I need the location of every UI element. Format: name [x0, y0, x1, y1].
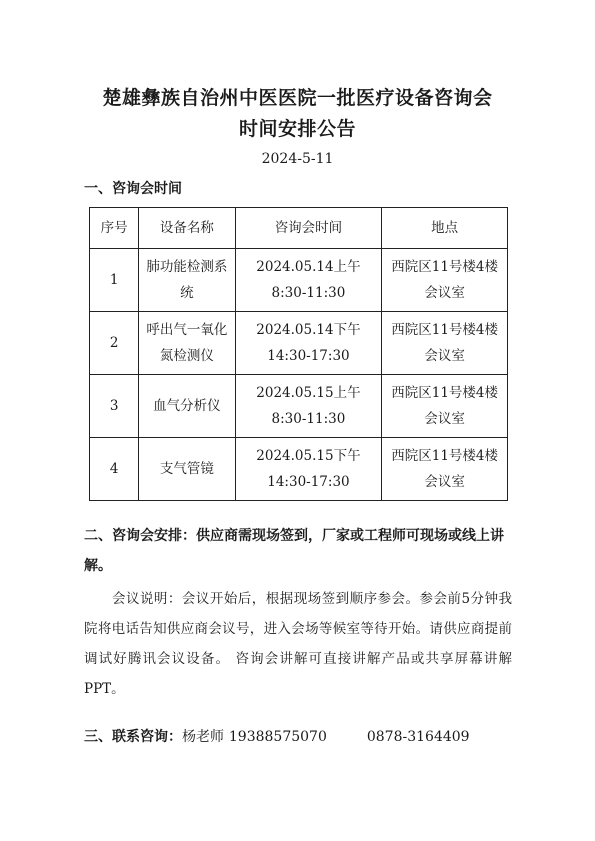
- schedule-table: [89, 207, 508, 501]
- cell-device: 支气管镜: [139, 438, 235, 501]
- cell-time: [235, 249, 382, 312]
- cell-no: 2: [90, 312, 139, 375]
- document-date: 2024-5-11: [261, 151, 334, 167]
- cell-device: 呼出气一氧化氮检测仪: [139, 312, 235, 375]
- header-time: 咨询会时间: [235, 208, 382, 249]
- cell-time: [235, 312, 382, 375]
- cell-no: 1: [90, 249, 139, 312]
- table-row: [90, 375, 508, 438]
- cell-time: [235, 375, 382, 438]
- section-heading-arrangement: 二、咨询会安排：供应商需现场签到，厂家或工程师可现场或线上讲解。: [84, 528, 504, 574]
- cell-time-date: 2024.05.15上午: [256, 385, 361, 401]
- contact-phone-landline: 0878-3164409: [366, 729, 470, 745]
- cell-time-date: 2024.05.14下午: [256, 322, 361, 338]
- table-row: [90, 249, 508, 312]
- table-row: [90, 312, 508, 375]
- cell-time: [235, 438, 382, 501]
- cell-time-range: 8:30-11:30: [271, 285, 346, 301]
- contact-name: 杨老师: [182, 729, 224, 745]
- cell-time-range: 14:30-17:30: [267, 348, 350, 364]
- document-title-line1: 楚雄彝族自治州中医医院一批医疗设备咨询会: [102, 87, 493, 109]
- table-row: [90, 438, 508, 501]
- cell-time-date: 2024.05.14上午: [256, 259, 361, 275]
- section-contact: [84, 728, 470, 746]
- header-no: 序号: [90, 208, 139, 249]
- cell-time-range: 8:30-11:30: [271, 411, 346, 427]
- contact-phone-mobile: 19388575070: [228, 729, 327, 745]
- header-device: 设备名称: [139, 208, 235, 249]
- cell-location: 西院区11号楼4楼会议室: [382, 312, 508, 375]
- cell-device: 肺功能检测系统: [139, 249, 235, 312]
- cell-location: 西院区11号楼4楼会议室: [382, 375, 508, 438]
- cell-time-range: 14:30-17:30: [267, 474, 350, 490]
- cell-location: 西院区11号楼4楼会议室: [382, 438, 508, 501]
- meeting-notes-paragraph: 会议说明：会议开始后，根据现场签到顺序参会。参会前5分钟我院将电话告知供应商会议号，进入会场等候室等待开始。请供应商提前调试好腾讯会议设备。 咨询会讲解可直接讲解产品或共享屏幕讲解PPT。: [84, 591, 512, 697]
- document-title-line2: 时间安排公告: [238, 118, 356, 140]
- header-location: 地点: [382, 208, 508, 249]
- cell-no: 4: [90, 438, 139, 501]
- cell-location: 西院区11号楼4楼会议室: [382, 249, 508, 312]
- table-header-row: [90, 208, 508, 249]
- cell-no: 3: [90, 375, 139, 438]
- section-heading-contact: 三、联系咨询：: [84, 729, 182, 745]
- cell-device: 血气分析仪: [139, 375, 235, 438]
- cell-time-date: 2024.05.15下午: [256, 448, 361, 464]
- section-heading-schedule: 一、咨询会时间: [84, 181, 182, 197]
